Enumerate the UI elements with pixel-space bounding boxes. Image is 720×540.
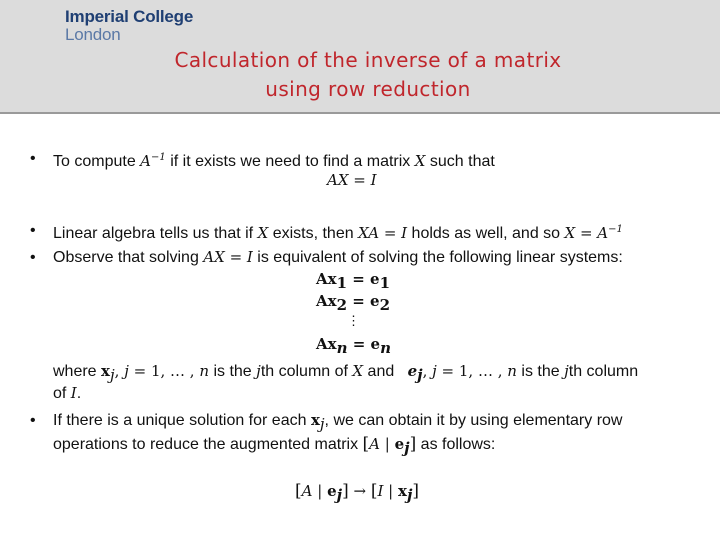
bullet-dot: • [30, 412, 36, 429]
bullet-3-text: Observe that solving AX = I is equivalent of solving the following linear systems: [53, 248, 623, 266]
bullet-2-text: Linear algebra tells us that if X exists, then XA = I holds as well, and so $X = A^{-1}$ [53, 224, 623, 242]
where-clause-continued: of I. [53, 384, 82, 402]
bullet-dot: • [30, 150, 36, 167]
math-X: X [414, 152, 426, 170]
title-line-2: using row reduction [265, 77, 471, 101]
system-eq-2: $Ax_2 = e_2$ [316, 292, 391, 314]
bullet-4-line-2: operations to reduce the augmented matrix [A | $e_j$] as follows: [53, 434, 496, 458]
where-clause: where $x_j$, j = 1, … , n is the jth column of X and $e_j$, j = 1, … , n is the jth column [53, 362, 639, 385]
system-eq-n: $Ax_n = e_n$ [316, 335, 391, 357]
system-eq-1: $Ax_1 = e_1$ [316, 270, 391, 292]
bullet-4-line-1: If there is a unique solution for each $x_j$, we can obtain it by using elementary row [53, 411, 623, 434]
equation-AX-I: AX = I [327, 171, 377, 189]
bullet-1-text: To compute $A^{-1}$ if it exists we need to find a matrix X such that [53, 152, 495, 170]
title-line-1: Calculation of the inverse of a matrix [174, 48, 562, 72]
bullet-dot: • [30, 249, 36, 266]
logo-line-1: Imperial College [65, 7, 194, 26]
bullet-dot: • [30, 222, 36, 239]
logo-line-2: London [65, 25, 121, 44]
augmented-matrix-transformation: [A | $e_j] \to [I$ | $x_j$] [295, 481, 420, 504]
vertical-dots: ⋮ [347, 314, 360, 329]
math-A-inverse: $A^{-1}$ [140, 152, 166, 170]
